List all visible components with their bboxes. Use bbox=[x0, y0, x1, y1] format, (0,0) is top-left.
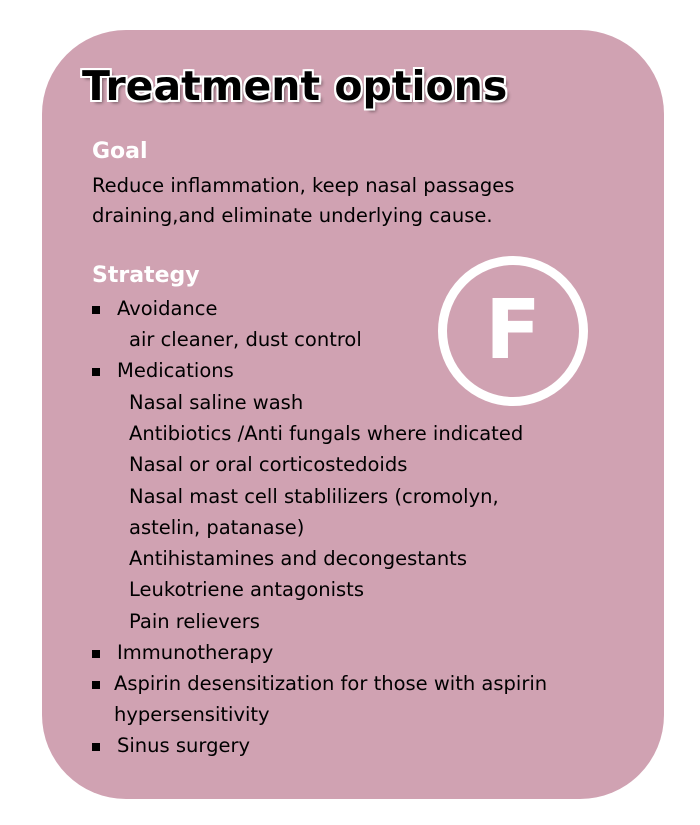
strategy-item-aspirin-cont: hypersensitivity bbox=[114, 703, 270, 726]
medication-item: astelin, patanase) bbox=[129, 516, 305, 539]
bullet-icon bbox=[92, 743, 100, 751]
medication-item: Leukotriene antagonists bbox=[129, 578, 364, 601]
bullet-icon bbox=[92, 306, 100, 314]
medication-item: Antihistamines and decongestants bbox=[129, 547, 467, 570]
strategy-item-medications: Medications bbox=[117, 359, 234, 382]
badge-letter: F bbox=[484, 283, 541, 378]
strategy-item-aspirin: Aspirin desensitization for those with aspirin bbox=[114, 672, 548, 695]
bullet-icon bbox=[92, 368, 100, 376]
strategy-item-immunotherapy: Immunotherapy bbox=[117, 641, 274, 664]
medication-item: Nasal saline wash bbox=[129, 391, 304, 414]
goal-heading: Goal bbox=[92, 139, 148, 164]
bullet-icon bbox=[92, 650, 100, 658]
strategy-heading: Strategy bbox=[92, 263, 200, 288]
strategy-item-avoidance: Avoidance bbox=[117, 297, 218, 320]
medication-item: Pain relievers bbox=[129, 610, 260, 633]
medication-item: Nasal mast cell stablilizers (cromolyn, bbox=[129, 485, 499, 508]
bullet-icon bbox=[92, 681, 100, 689]
f-badge-icon bbox=[438, 256, 588, 406]
goal-text: Reduce inflammation, keep nasal passages draining,and eliminate underlying cause. bbox=[92, 174, 515, 227]
medication-item: Antibiotics /Anti fungals where indicated bbox=[129, 422, 524, 445]
avoidance-detail: air cleaner, dust control bbox=[129, 328, 362, 351]
strategy-item-surgery: Sinus surgery bbox=[117, 734, 250, 757]
medication-item: Nasal or oral corticostedoids bbox=[129, 453, 408, 476]
page-title: Treatment options bbox=[82, 62, 508, 110]
